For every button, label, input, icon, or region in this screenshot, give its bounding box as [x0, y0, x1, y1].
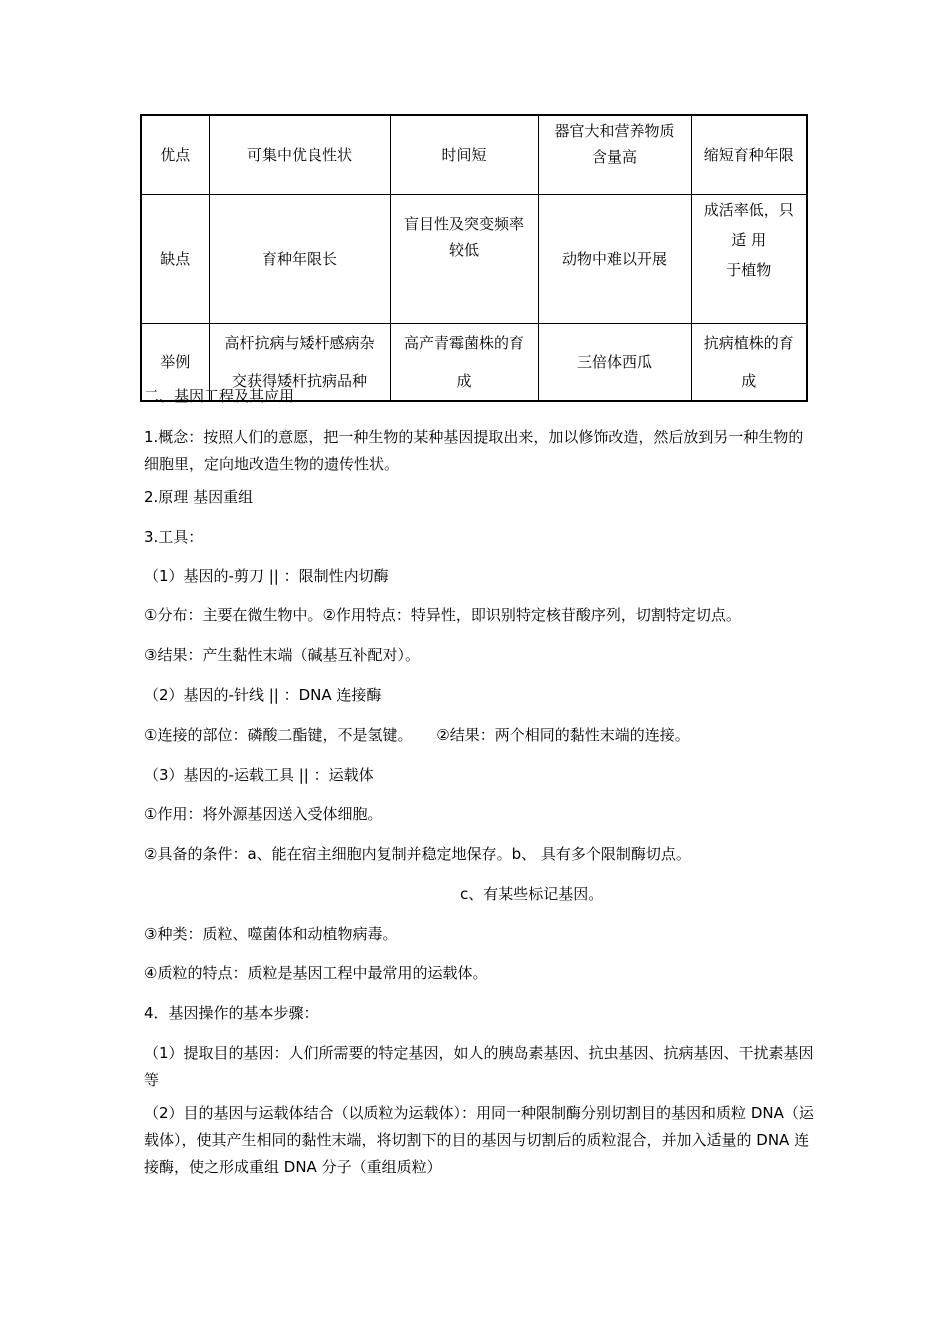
table-cell: 动物中难以开展	[538, 195, 691, 324]
table-cell: 育种年限长	[209, 195, 390, 324]
table-cell: 盲目性及突变频率 较低	[390, 195, 538, 324]
paragraph-principle: 2.原理 基因重组	[144, 488, 254, 506]
row-header: 缺点	[141, 195, 209, 324]
table-cell: 三倍体西瓜	[538, 324, 691, 402]
table-row-disadvantages	[141, 195, 807, 324]
section-title: 二、基因工程及其应用	[144, 387, 295, 405]
paragraph-vector-conditions: ②具备的条件：a、能在宿主细胞内复制并稳定地保存。b、 具有多个限制酶切点。	[144, 845, 691, 863]
paragraph-vector-condition-c: c、有某些标记基因。	[460, 885, 604, 903]
paragraph-vector: （3）基因的-运载工具 || ：运载体	[144, 766, 374, 784]
paragraph-tools: 3.工具：	[144, 528, 204, 546]
table-cell: 时间短	[390, 115, 538, 195]
table-cell: 成活率低，只 适 用 于植物	[691, 195, 807, 324]
table-cell: 高杆抗病与矮杆感病杂 交获得矮杆抗病品种	[209, 324, 390, 402]
paragraph-plasmid-features: ④质粒的特点：质粒是基因工程中最常用的运载体。	[144, 964, 488, 982]
row-header: 优点	[141, 115, 209, 195]
paragraph-concept: 1.概念：按照人们的意愿，把一种生物的某种基因提取出来，加以修饰改造，然后放到另一种生物的细胞里，定向地改造生物的遗传性状。	[144, 428, 804, 473]
paragraph-vector-types: ③种类：质粒、噬菌体和动植物病毒。	[144, 925, 398, 943]
table-cell: 可集中优良性状	[209, 115, 390, 195]
table-cell: 缩短育种年限	[691, 115, 807, 195]
breeding-comparison-table	[140, 114, 808, 402]
paragraph-scissors-features: ①分布：主要在微生物中。②作用特点：特异性，即识别特定核苷酸序列，切割特定切点。	[144, 606, 741, 624]
table-cell: 高产青霉菌株的育 成	[390, 324, 538, 402]
paragraph-step-1: （1）提取目的基因：人们所需要的特定基因，如人的胰岛素基因、抗虫基因、抗病基因、干扰素基因等	[144, 1044, 814, 1089]
paragraph-scissors-result: ③结果：产生黏性末端（碱基互补配对）。	[144, 646, 420, 664]
row-header: 举例	[141, 324, 209, 402]
paragraph-needle-details: ①连接的部位：磷酸二酯键，不是氢键。 ②结果：两个相同的黏性末端的连接。	[144, 726, 690, 744]
table-row-advantages	[141, 115, 807, 195]
paragraph-scissors: （1）基因的-剪刀 || ：限制性内切酶	[144, 567, 389, 585]
paragraph-step-2: （2）目的基因与运载体结合（以质粒为运载体）：用同一种限制酶分别切割目的基因和质粒 DNA（运载体），使其产生相同的黏性末端，将切割下的目的基因与切割后的质粒混合，并加入适量的 DNA 连接酶，使之形成重组 DNA 分子（重组质粒）	[144, 1104, 814, 1176]
paragraph-vector-function: ①作用：将外源基因送入受体细胞。	[144, 805, 383, 823]
paragraph-steps-title: 4．基因操作的基本步骤：	[144, 1004, 319, 1022]
paragraph-needle: （2）基因的-针线 || ：DNA 连接酶	[144, 686, 382, 704]
table-cell: 器官大和营养物质 含量高	[538, 115, 691, 195]
table-cell: 抗病植株的育 成	[691, 324, 807, 402]
